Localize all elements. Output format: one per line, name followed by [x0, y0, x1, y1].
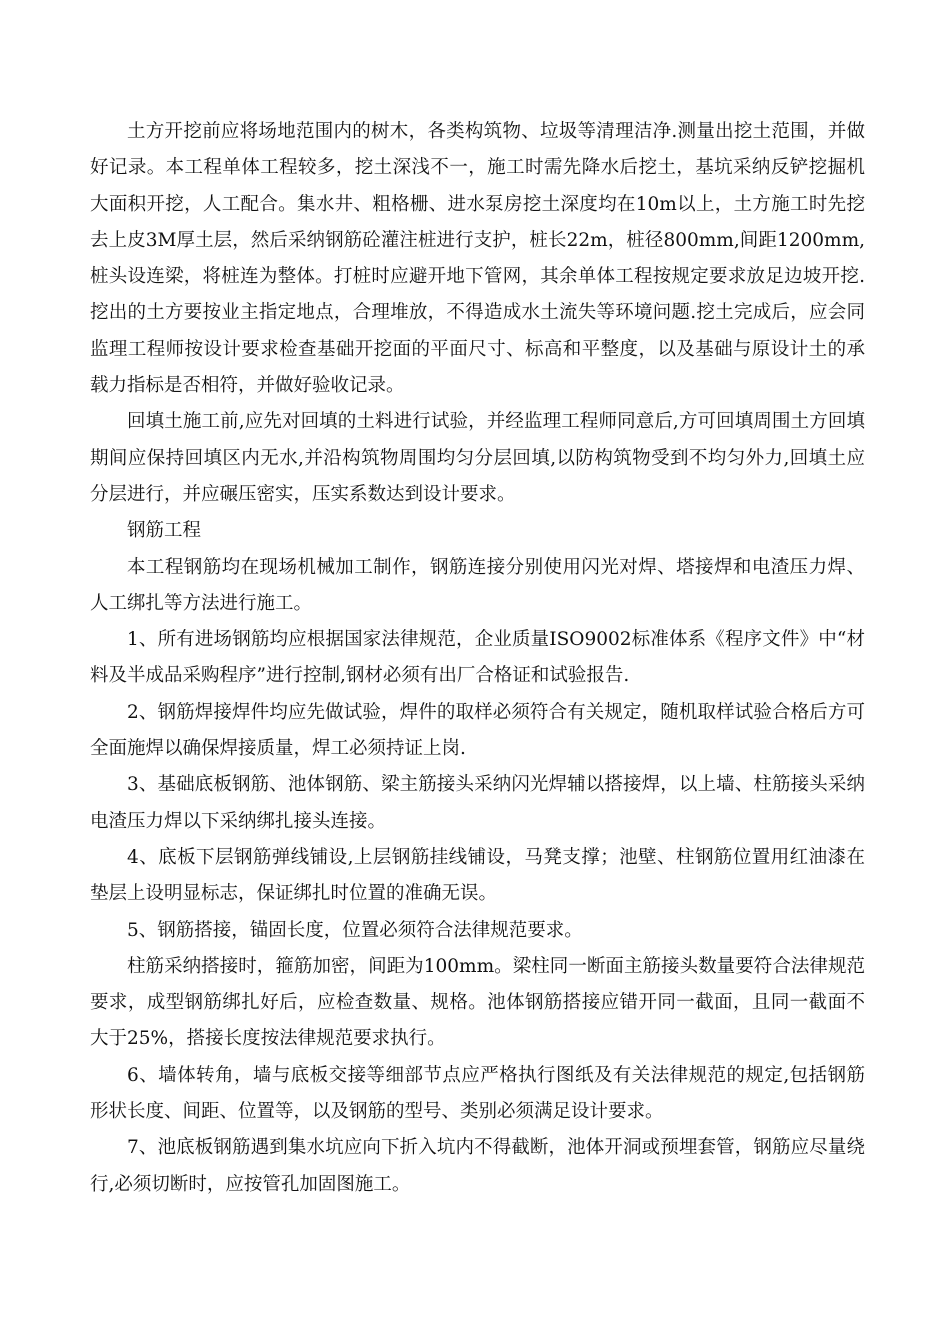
list-item-1: 1、所有进场钢筋均应根据国家法律规范，企业质量ISO9002标准体系《程序文件》中“材料及半成品采购程序”进行控制,钢材必须有出厂合格证和试验报告. [90, 629, 865, 687]
list-item-7: 7、池底板钢筋遇到集水坑应向下折入坑内不得截断，池体开洞或预埋套管，钢筋应尽量绕行,必须切断时，应按管孔加固图施工。 [90, 1137, 865, 1195]
paragraph-earthwork-excavation: 土方开挖前应将场地范围内的树木，各类构筑物、垃圾等清理洁净.测量出挖土范围，并做好记录。本工程单体工程较多，挖土深浅不一，施工时需先降水后挖土，基坑采纳反铲挖掘机大面积开挖，人工配合。集水井、粗格栅、进水泵房挖土深度均在10m以上，土方施工时先挖去上皮3M厚土层，然后采纳钢筋砼灌注桩进行支护，桩长22m，桩径800mm,间距1200mm,桩头设连梁，将桩连为整体。打桩时应避开地下管网，其余单体工程按规定要求放足边坡开挖.挖出的土方要按业主指定地点，合理堆放，不得造成水土流失等环境问题.挖土完成后，应会同监理工程师按设计要求检查基础开挖面的平面尺寸、标高和平整度，以及基础与原设计土的承载力指标是否相符，并做好验收记录。 [90, 121, 865, 397]
paragraph-rebar-intro: 本工程钢筋均在现场机械加工制作，钢筋连接分别使用闪光对焊、塔接焊和电渣压力焊、人工绑扎等方法进行施工。 [90, 556, 865, 614]
list-item-4: 4、底板下层钢筋弹线铺设,上层钢筋挂线铺设，马凳支撑；池壁、柱钢筋位置用红油漆在垫层上设明显标志，保证绑扎时位置的准确无误。 [90, 846, 865, 905]
paragraph-column-rebar: 柱筋采纳搭接时，箍筋加密，间距为100mm。梁柱同一断面主筋接头数量要符合法律规范要求，成型钢筋绑扎好后，应检查数量、规格。池体钢筋搭接应错开同一截面，且同一截面不大于25%，搭接长度按法律规范要求执行。 [90, 955, 865, 1050]
list-item-5: 5、钢筋搭接，锚固长度，位置必须符合法律规范要求。 [127, 919, 583, 941]
section-heading-rebar: 钢筋工程 [127, 520, 202, 542]
list-item-3: 3、基础底板钢筋、池体钢筋、梁主筋接头采纳闪光焊辅以搭接焊，以上墙、柱筋接头采纳电渣压力焊以下采纳绑扎接头连接。 [90, 774, 865, 832]
list-item-2: 2、钢筋焊接焊件均应先做试验，焊件的取样必须符合有关规定，随机取样试验合格后方可全面施焊以确保焊接质量，焊工必须持证上岗. [90, 701, 865, 760]
list-item-6: 6、墙体转角，墙与底板交接等细部节点应严格执行图纸及有关法律规范的规定,包括钢筋形状长度、间距、位置等，以及钢筋的型号、类别必须满足设计要求。 [90, 1064, 865, 1123]
document-body [90, 114, 865, 1203]
paragraph-backfill: 回填土施工前,应先对回填的土料进行试验，并经监理工程师同意后,方可回填周围土方回填期间应保持回填区内无水,并沿构筑物周围均匀分层回填,以防构筑物受到不均匀外力,回填土应分层进行，并应碾压密实，压实系数达到设计要求。 [90, 411, 865, 505]
